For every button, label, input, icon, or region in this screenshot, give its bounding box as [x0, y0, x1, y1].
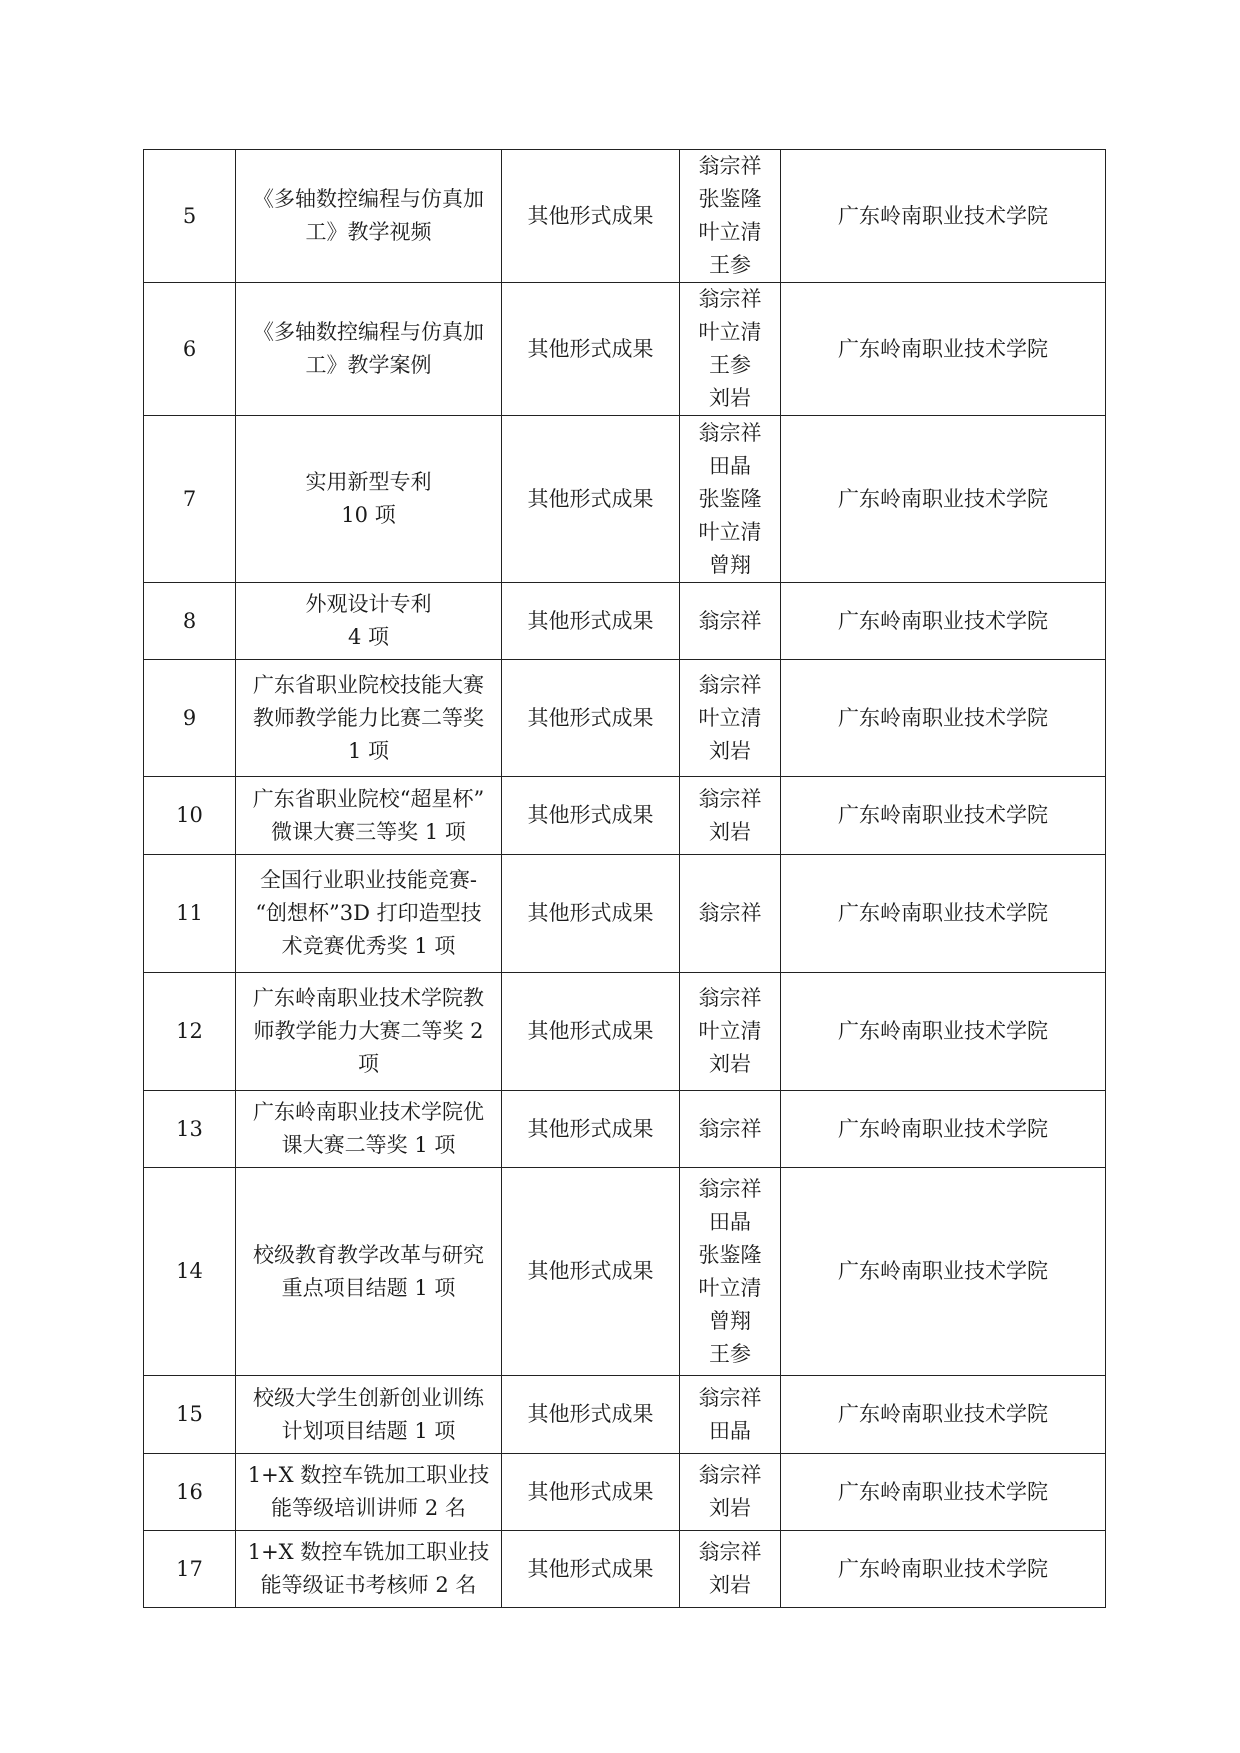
participant-name: 叶立清: [698, 320, 762, 344]
achievement-title-line: 重点项目结题 1 项: [281, 1275, 456, 1300]
participant-name: 叶立清: [698, 220, 762, 244]
table-row: [144, 777, 1106, 855]
achievement-type-cell: 其他形式成果: [502, 1531, 680, 1608]
organization-cell: 广东岭南职业技术学院: [781, 1454, 1106, 1531]
achievement-title-cell: [236, 660, 502, 777]
achievement-title-cell: [236, 973, 502, 1091]
participant-name: 翁宗祥: [698, 1385, 762, 1410]
organization-cell: 广东岭南职业技术学院: [781, 150, 1106, 283]
achievement-title-cell: [236, 583, 502, 660]
table-body: [144, 150, 1106, 1608]
row-number-cell: 12: [144, 973, 236, 1091]
table-row: [144, 1531, 1106, 1608]
participants-cell: [680, 1376, 781, 1454]
participant-name: 翁宗祥: [698, 901, 762, 925]
participants-cell: [680, 416, 781, 583]
participant-name: 张鉴隆: [698, 1242, 762, 1267]
achievement-type-cell: 其他形式成果: [502, 416, 680, 583]
row-number-cell: 15: [144, 1376, 236, 1454]
row-number-cell: 16: [144, 1454, 236, 1531]
organization-cell: 广东岭南职业技术学院: [781, 1531, 1106, 1608]
organization-cell: 广东岭南职业技术学院: [781, 283, 1106, 416]
achievement-type-cell: 其他形式成果: [502, 150, 680, 283]
participant-name: 翁宗祥: [698, 1463, 762, 1487]
participant-name: 翁宗祥: [698, 608, 762, 633]
achievement-title-line: 10 项: [341, 503, 396, 527]
organization-cell: 广东岭南职业技术学院: [781, 777, 1106, 855]
row-number-cell: 8: [144, 583, 236, 660]
participants-cell: [680, 973, 781, 1091]
achievement-title-line: 1 项: [347, 738, 390, 763]
achievement-title-line: 外观设计专利: [305, 592, 432, 616]
achievement-title-line: 微课大赛三等奖 1 项: [271, 819, 466, 844]
table-row: [144, 283, 1106, 416]
participant-name: 曾翔: [709, 552, 751, 577]
participant-name: 王参: [709, 253, 751, 277]
participant-name: 田晶: [709, 1418, 751, 1443]
achievement-title-cell: [236, 1168, 502, 1376]
participants-cell: [680, 150, 781, 283]
row-number-cell: 9: [144, 660, 236, 777]
table-row: [144, 1091, 1106, 1168]
participant-name: 叶立清: [698, 1275, 762, 1300]
row-number-cell: 13: [144, 1091, 236, 1168]
participants-cell: [680, 1168, 781, 1376]
row-number-cell: 14: [144, 1168, 236, 1376]
achievement-title-line: 师教学能力大赛二等奖 2: [253, 1019, 484, 1043]
table-row: [144, 1376, 1106, 1454]
organization-cell: 广东岭南职业技术学院: [781, 416, 1106, 583]
participant-name: 叶立清: [698, 1019, 762, 1043]
achievement-title-cell: [236, 1454, 502, 1531]
achievement-type-cell: 其他形式成果: [502, 973, 680, 1091]
table-row: [144, 660, 1106, 777]
participant-name: 翁宗祥: [698, 786, 762, 811]
participant-name: 刘岩: [709, 819, 751, 844]
achievement-title-line: “创想杯”3D 打印造型技: [255, 901, 482, 925]
participant-name: 翁宗祥: [698, 986, 762, 1010]
participant-name: 翁宗祥: [698, 154, 762, 178]
participants-cell: [680, 1454, 781, 1531]
row-number-cell: 11: [144, 855, 236, 973]
achievement-type-cell: 其他形式成果: [502, 283, 680, 416]
table-row: [144, 973, 1106, 1091]
participant-name: 翁宗祥: [698, 1176, 762, 1201]
achievement-title-line: 能等级培训讲师 2 名: [271, 1496, 466, 1520]
table-row: [144, 583, 1106, 660]
participant-name: 叶立清: [698, 705, 762, 730]
participants-cell: [680, 583, 781, 660]
achievement-title-line: 工》教学视频: [305, 220, 432, 244]
participant-name: 刘岩: [709, 1573, 751, 1597]
participants-cell: [680, 660, 781, 777]
achievement-title-line: 术竞赛优秀奖 1 项: [281, 934, 456, 958]
participant-name: 刘岩: [709, 1496, 751, 1520]
achievement-title-line: 项: [358, 1052, 379, 1076]
achievement-type-cell: 其他形式成果: [502, 660, 680, 777]
achievement-type-cell: 其他形式成果: [502, 1376, 680, 1454]
organization-cell: 广东岭南职业技术学院: [781, 973, 1106, 1091]
table-row: [144, 1168, 1106, 1376]
achievement-title-line: 校级教育教学改革与研究: [253, 1242, 484, 1267]
participants-cell: [680, 283, 781, 416]
participant-name: 翁宗祥: [698, 287, 762, 311]
achievement-type-cell: 其他形式成果: [502, 777, 680, 855]
participants-cell: [680, 777, 781, 855]
achievement-type-cell: 其他形式成果: [502, 1091, 680, 1168]
achievement-title-cell: [236, 1376, 502, 1454]
achievement-title-cell: [236, 1531, 502, 1608]
organization-cell: 广东岭南职业技术学院: [781, 1091, 1106, 1168]
achievement-title-line: 全国行业职业技能竞赛-: [259, 868, 478, 892]
participant-name: 田晶: [709, 1209, 751, 1234]
table-row: [144, 1454, 1106, 1531]
achievement-title-line: 教师教学能力比赛二等奖: [253, 705, 484, 730]
organization-cell: 广东岭南职业技术学院: [781, 1376, 1106, 1454]
achievement-title-line: 《多轴数控编程与仿真加: [253, 320, 484, 344]
achievement-title-line: 广东省职业院校技能大赛: [253, 672, 484, 697]
achievement-title-cell: [236, 1091, 502, 1168]
participants-cell: [680, 855, 781, 973]
participant-name: 刘岩: [709, 1052, 751, 1076]
achievement-title-line: 能等级证书考核师 2 名: [260, 1573, 477, 1597]
participant-name: 王参: [709, 1341, 751, 1366]
achievement-title-line: 课大赛二等奖 1 项: [281, 1133, 456, 1157]
participant-name: 曾翔: [709, 1308, 751, 1333]
achievement-title-line: 工》教学案例: [305, 353, 432, 377]
achievement-title-cell: [236, 777, 502, 855]
table-row: [144, 416, 1106, 583]
participant-name: 翁宗祥: [698, 1540, 762, 1564]
organization-cell: 广东岭南职业技术学院: [781, 660, 1106, 777]
participant-name: 张鉴隆: [698, 486, 762, 511]
achievement-title-line: 《多轴数控编程与仿真加: [253, 187, 484, 211]
achievement-title-line: 广东岭南职业技术学院优: [253, 1100, 484, 1124]
participant-name: 翁宗祥: [698, 672, 762, 697]
organization-cell: 广东岭南职业技术学院: [781, 855, 1106, 973]
organization-cell: 广东岭南职业技术学院: [781, 583, 1106, 660]
row-number-cell: 6: [144, 283, 236, 416]
participant-name: 翁宗祥: [698, 1116, 762, 1141]
row-number-cell: 10: [144, 777, 236, 855]
participant-name: 王参: [709, 353, 751, 377]
row-number-cell: 5: [144, 150, 236, 283]
achievement-type-cell: 其他形式成果: [502, 1454, 680, 1531]
participant-name: 张鉴隆: [698, 187, 762, 211]
achievement-title-line: 广东省职业院校“超星杯”: [252, 786, 485, 811]
achievement-title-cell: [236, 283, 502, 416]
achievement-title-line: 1+X 数控车铣加工职业技: [247, 1463, 490, 1487]
achievement-title-line: 广东岭南职业技术学院教: [253, 986, 484, 1010]
achievement-type-cell: 其他形式成果: [502, 1168, 680, 1376]
row-number-cell: 17: [144, 1531, 236, 1608]
achievement-title-cell: [236, 855, 502, 973]
achievement-title-line: 校级大学生创新创业训练: [253, 1385, 484, 1410]
participant-name: 田晶: [709, 453, 751, 478]
participant-name: 翁宗祥: [698, 420, 762, 445]
achievement-title-cell: [236, 150, 502, 283]
achievements-table: [143, 149, 1106, 1608]
row-number-cell: 7: [144, 416, 236, 583]
organization-cell: 广东岭南职业技术学院: [781, 1168, 1106, 1376]
participants-cell: [680, 1091, 781, 1168]
achievement-title-cell: [236, 416, 502, 583]
table-row: [144, 855, 1106, 973]
achievement-type-cell: 其他形式成果: [502, 855, 680, 973]
achievement-title-line: 1+X 数控车铣加工职业技: [247, 1540, 490, 1564]
achievement-type-cell: 其他形式成果: [502, 583, 680, 660]
table-row: [144, 150, 1106, 283]
participant-name: 刘岩: [709, 386, 751, 410]
participant-name: 叶立清: [698, 519, 762, 544]
participant-name: 刘岩: [709, 738, 751, 763]
achievement-title-line: 4 项: [347, 625, 390, 649]
achievement-title-line: 实用新型专利: [305, 470, 432, 494]
achievement-title-line: 计划项目结题 1 项: [281, 1418, 456, 1443]
participants-cell: [680, 1531, 781, 1608]
